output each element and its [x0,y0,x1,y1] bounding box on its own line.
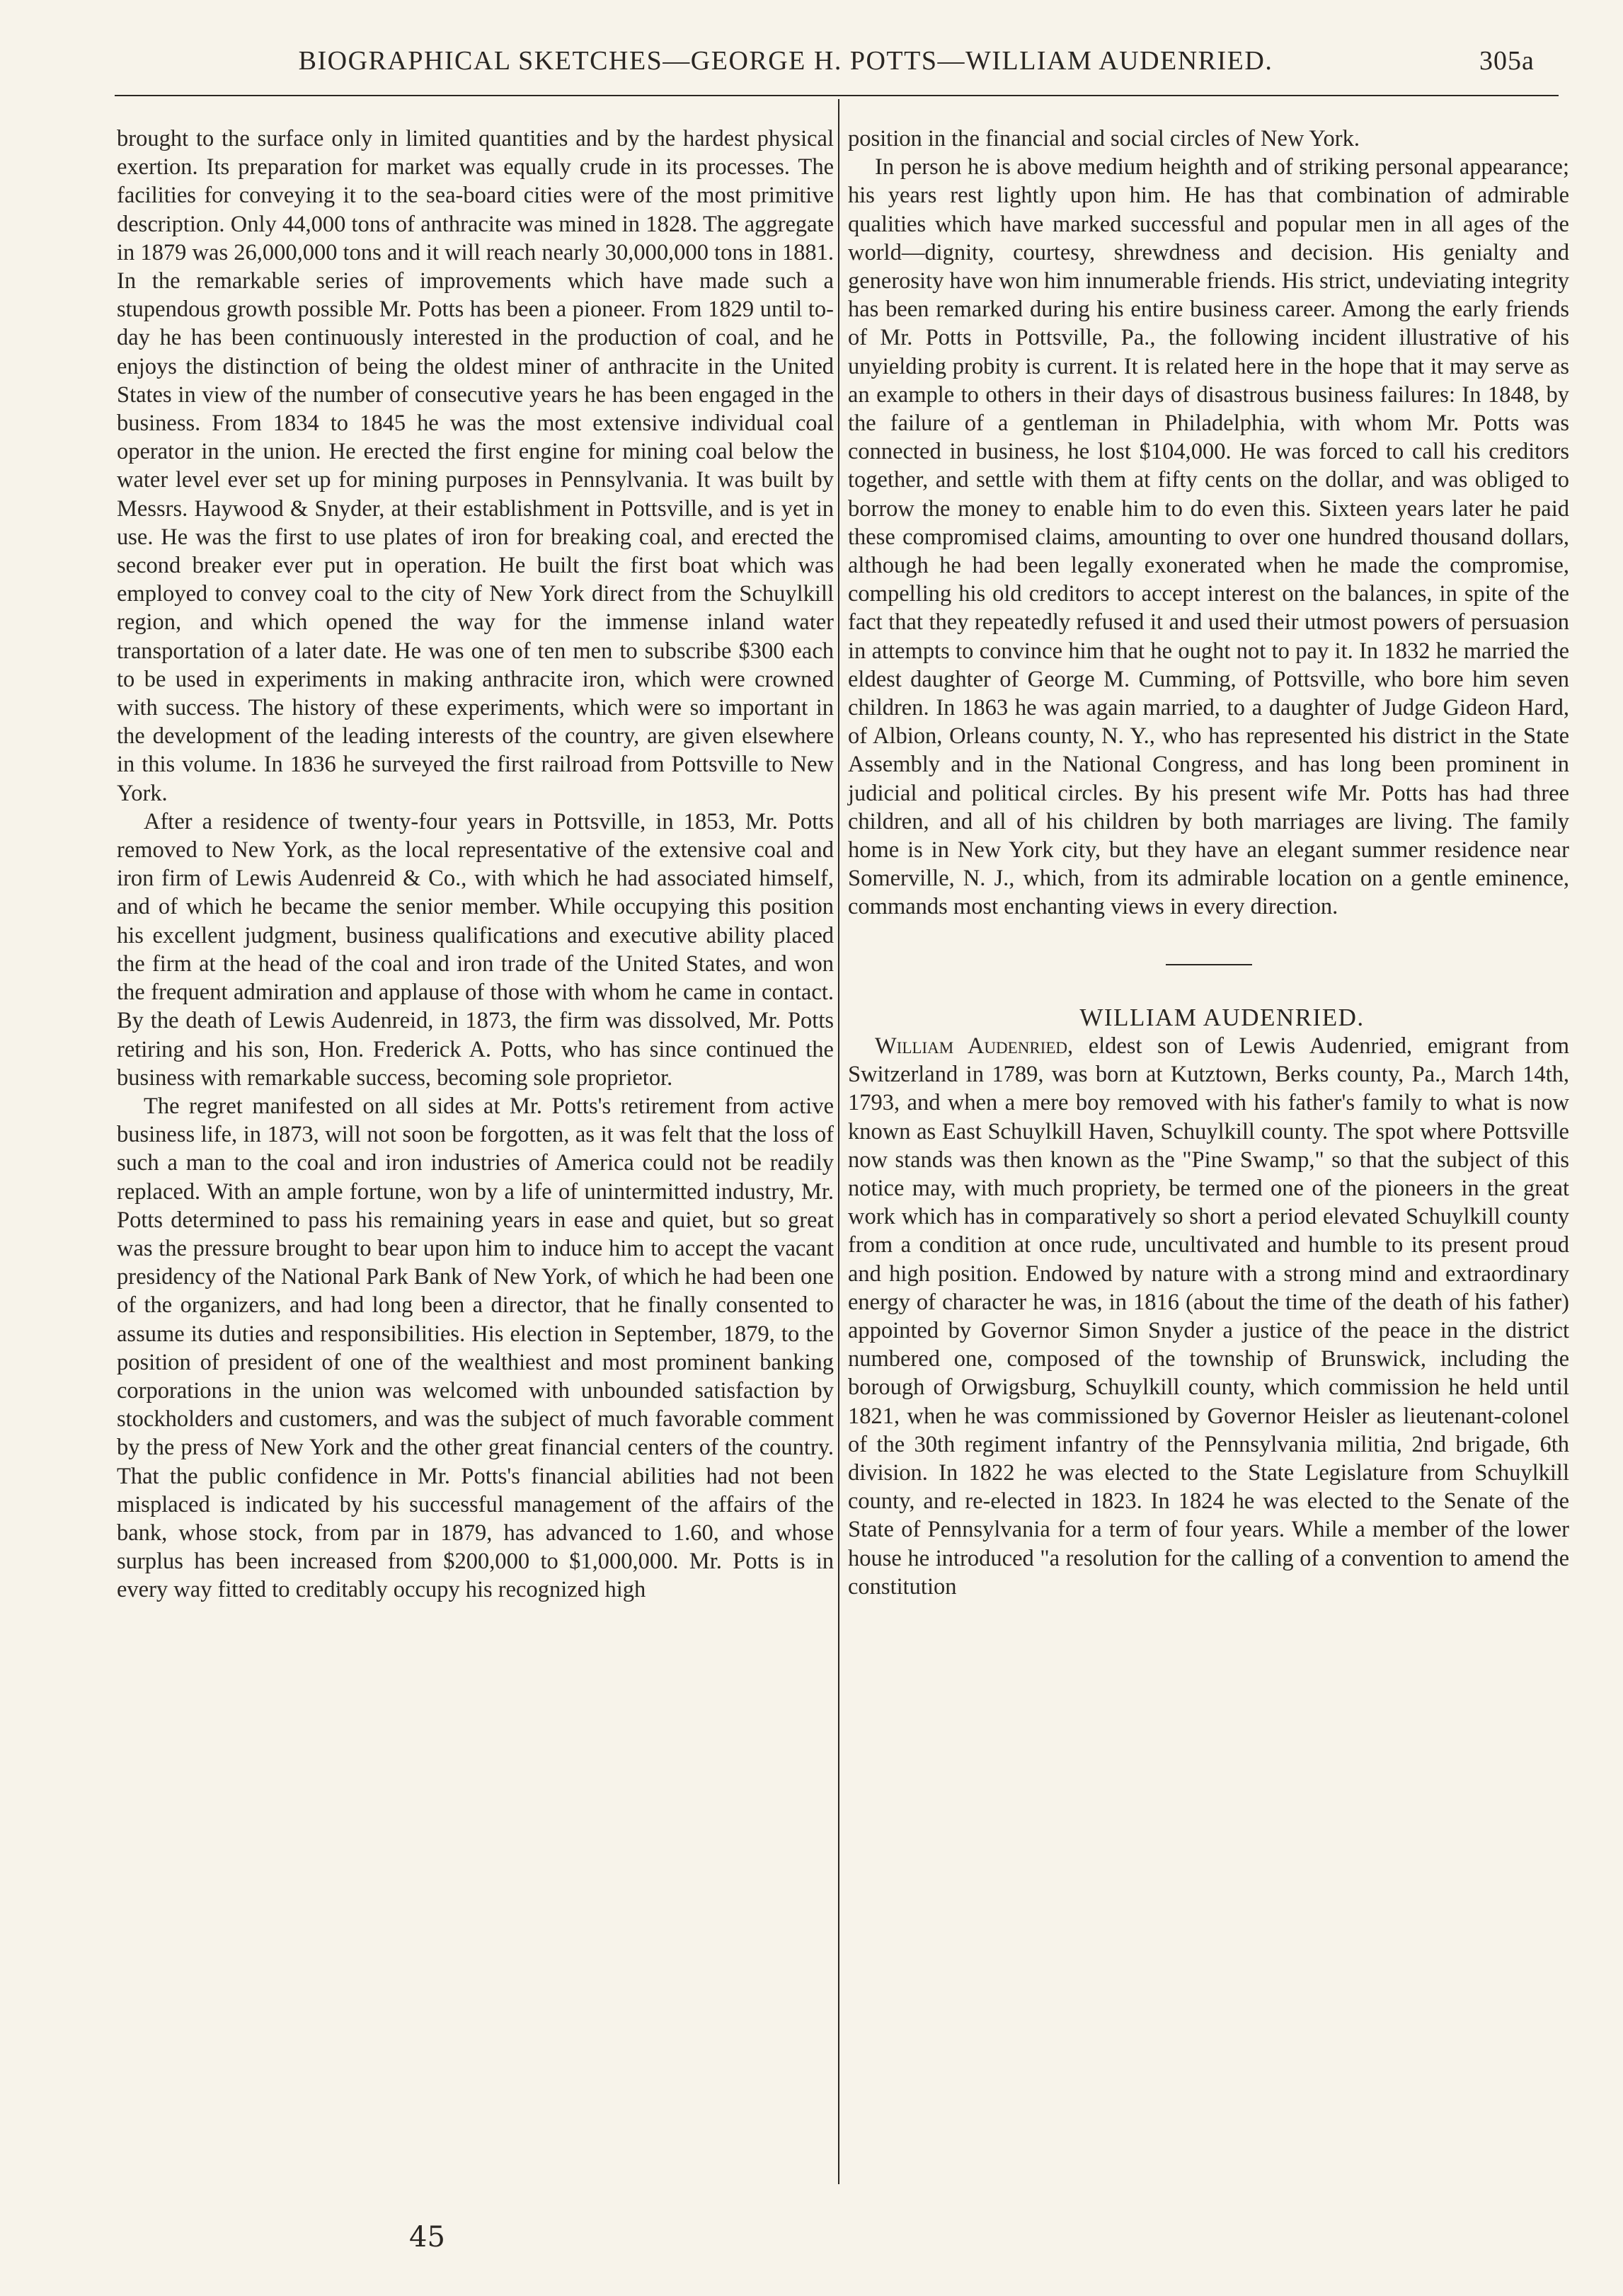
section-body: eldest son of Lewis Audenried, emigrant from Switzerland in 1789, was born at Kutztown, Berks county, Pa., March 14th, 1793, and when a mere boy removed with his father's family to what is now known as East Schuylkill Haven, Schuylkill county. The spot where Pottsville now stands was then known as the "Pine Swamp," so that the subject of this notice may, with much propriety, be termed one of the pioneers in the great work which has in comparatively so short a period elevated Schuylkill county from a condition at once rude, uncultivated and humble to its present proud and high position. Endowed by nature with a strong mind and extraordinary energy of character he was, in 1816 (about the time of the death of his father) appointed by Governor Simon Snyder a justice of the peace in the district numbered one, composed of the township of Brunswick, including the borough of Orwigsburg, Schuylkill county, which commission he held until 1821, when he was commissioned by Governor Heisler as lieutenant-colonel of the 30th regiment infantry of the Pennsylvania militia, 2nd brigade, 6th division. In 1822 he was elected to the State Legislature from Schuylkill county, and re-elected in 1823. In 1824 he was elected to the Senate of the State of Pennsylvania for a term of four years. While a member of the lower house he introduced "a resolution for the calling of a convention to amend the constitution [848,1033,1569,1600]
section-title: WILLIAM AUDENRIED. [1079,1003,1365,1031]
left-column [117,125,834,1605]
header-rule [115,95,1559,96]
right-column [848,125,1569,1601]
paragraph: The regret manifested on all sides at Mr. Potts's retirement from active business life, in 1873, will not soon be forgotten, as it was felt that the loss of such a man to the coal and iron industries of America could not be readily replaced. With an ample fortune, won by a life of unintermitted industry, Mr. Potts determined to pass his remaining years in ease and quiet, but so great was the pressure brought to bear upon him to induce him to accept the vacant presidency of the National Park Bank of New York, of which he had been one of the organizers, and had long been a director, that he finally consented to assume its duties and responsibilities. His election in September, 1879, to the position of president of one of the wealthiest and most prominent banking corporations in the union was welcomed with unbounded satisfaction by stockholders and customers, and was the subject of much favorable comment by the press of New York and the other great financial centers of the country. That the public confidence in Mr. Potts's financial abilities had not been misplaced is indicated by his successful management of the affairs of the bank, whose stock, from par in 1879, has advanced to 1.60, and whose surplus has been increased from $200,000 to $1,000,000. Mr. Potts is in every way fitted to creditably occupy his recognized high [117,1093,834,1603]
column-divider [838,99,839,2184]
section-rule [1166,964,1252,965]
folio: 45 [409,2221,445,2254]
section-lead: William Audenried, [875,1033,1074,1059]
paragraph: After a residence of twenty-four years in Pottsville, in 1853, Mr. Potts removed to New York, as the local representative of the extensive coal and iron firm of Lewis Audenreid & Co., with which he had associated himself, and of which he became the senior member. While occupying this position his excellent judgment, business qualifications and executive ability placed the firm at the head of the coal and iron trade of the United States, and won the frequent admiration and applause of those with whom he came in contact. By the death of Lewis Audenreid, in 1873, the firm was dissolved, Mr. Potts retiring and his son, Hon. Frederick A. Potts, who has since continued the business with remarkable success, becoming sole proprietor. [117,808,834,1091]
paragraph: brought to the surface only in limited quantities and by the hardest physical exertion. Its preparation for market was equally crude in its processes. The facilities for conveying it to the sea-board cities were of the most primitive description. Only 44,000 tons of anthracite was mined in 1828. The aggregate in 1879 was 26,000,000 tons and it will reach nearly 30,000,000 tons in 1881. In the remarkable series of improvements which have made such a stupendous growth possible Mr. Potts has been a pioneer. From 1829 until to-day he has been continuously interested in the production of coal, and he enjoys the distinction of being the oldest miner of anthracite in the United States in view of the number of consecutive years he has been engaged in the business. From 1834 to 1845 he was the most extensive individual coal operator in the union. He erected the first engine for mining coal below the water level ever set up for mining purposes in Pennsylvania. It was built by Messrs. Haywood & Snyder, at their establishment in Pottsville, and is yet in use. He was the first to use plates of iron for breaking coal, and erected the second breaker ever put in operation. He built the first boat which was employed to convey coal to the city of New York direct from the Schuylkill region, and which opened the way for the immense inland water transportation of a later date. He was one of ten men to subscribe $300 each to be used in experiments in making anthracite iron, which were crowned with success. The history of these experiments, which were so important in the development of the leading interests of the country, are given elsewhere in this volume. In 1836 he surveyed the first railroad from Pottsville to New York. [117,126,834,806]
paragraph: position in the financial and social circles of New York. [848,126,1360,151]
section-paragraph [848,1032,1569,1601]
paragraph: In person he is above medium heighth and of striking personal appearance; his years rest lightly upon him. He has that combination of admirable qualities which have marked successful and popular men in all ages of the world—dignity, courtesy, shrewdness and decision. His genialty and generosity have won him innumerable friends. His strict, undeviating integrity has been remarked during his entire business career. Among the early friends of Mr. Potts in Pottsville, Pa., the following incident illustrative of his unyielding probity is current. It is related here in the hope that it may serve as an example to others in their days of disastrous business failures: In 1848, by the failure of a gentleman in Philadelphia, with whom Mr. Potts was connected in business, he lost $104,000. He was forced to call his creditors together, and settle with them at fifty cents on the dollar, and was obliged to borrow the money to enable him to do even this. Sixteen years later he paid these compromised claims, amounting to over one hundred thousand dollars, although he had been legally exonerated when he made the compromise, compelling his old creditors to accept interest on the balances, in spite of the fact that they repeatedly refused it and used their utmost powers of persuasion in attempts to convince him that he ought not to pay it. In 1832 he married the eldest daughter of George M. Cumming, of Pottsville, who bore him seven children. In 1863 he was again married, to a daughter of Judge Gideon Hard, of Albion, Orleans county, N. Y., who has represented his district in the State Assembly and in the National Congress, and has long been prominent in judicial and political circles. By his present wife Mr. Potts has had three children, and all of his children by both marriages are living. The family home is in New York city, but they have an elegant summer residence near Somerville, N. J., which, from its admirable location on a gentle eminence, commands most enchanting views in every direction. [848,154,1570,920]
page-number: 305a [1479,46,1535,76]
running-head: BIOGRAPHICAL SKETCHES—GEORGE H. POTTS—WILLIAM AUDENRIED. [298,46,1273,76]
